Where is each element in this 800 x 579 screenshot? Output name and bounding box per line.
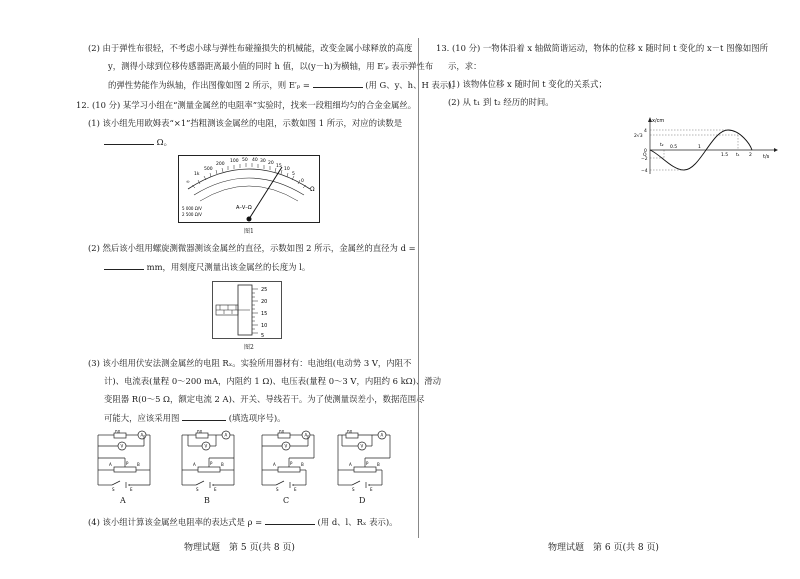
tick-label-5: 50 [242, 158, 248, 163]
q12-part3-line4-text: 可能大，应该采用图 [104, 413, 180, 423]
graph-x-label: t/s [763, 154, 770, 160]
circuit-c-rheostat-b: B [301, 462, 304, 467]
micrometer-tick-20: 20 [261, 299, 268, 305]
x-tick-1-5: 1.5 [721, 153, 729, 158]
tick-label-1: 1k [194, 172, 200, 177]
tick-label-12: 0 [301, 179, 304, 184]
xt-graph [628, 116, 778, 176]
circuit-a-rx-label: Rx [115, 430, 121, 434]
q13-header2: 示，求： [448, 61, 482, 71]
circuit-b-rheostat-p: P [210, 461, 213, 466]
tick-label-3: 200 [216, 162, 225, 167]
circuit-d-ammeter: A [380, 432, 384, 438]
circuit-d-rx-label: Rx [347, 430, 353, 434]
needle-pivot [247, 217, 252, 222]
tick-label-2: 500 [204, 167, 213, 172]
circuit-c-ammeter: A [304, 432, 308, 438]
x-tick-2: 2 [749, 153, 752, 158]
q13-header: 13. (10 分) 一物体沿着 x 轴做简谐运动，物体的位移 x 随时间 t 变化的 x－t 图像如图所 [436, 43, 768, 53]
micrometer-tick-10: 10 [261, 323, 268, 329]
q12-part4-tail: (用 d、l、Rₓ 表示)。 [317, 517, 398, 527]
tick-label-10: 10 [284, 167, 290, 172]
q13-part1: (1) 该物体位移 x 随时间 t 变化的关系式； [448, 79, 607, 89]
y-tick-4: 4 [644, 129, 647, 134]
footer-page-6: 物理试题 第 6 页(共 8 页) [548, 543, 659, 553]
q12-part3-line4-tail: (填选项序号)。 [228, 413, 286, 423]
meter-spec-2: 2 500 Ω/V [182, 212, 202, 217]
circuit-c-rx-label: Rx [279, 430, 285, 434]
circuit-d-switch: S [352, 487, 355, 492]
q12-part3-line1: (3) 该小组用伏安法测金属丝的电阻 Rₓ。实验所用器材有：电池组(电动势 3 V，内阻不 [88, 358, 412, 368]
circuit-d-rheostat-b: B [377, 462, 380, 467]
origin-label: O [643, 153, 647, 158]
circuit-b-rx-label: Rx [197, 430, 203, 434]
circuit-a-ammeter: A [140, 432, 144, 438]
circuit-a-rheostat-a: A [109, 462, 112, 467]
circuit-option-d-label[interactable]: D [359, 496, 366, 505]
q12-part4-text: (4) 该小组计算该金属丝电阻率的表达式是 ρ = [88, 517, 263, 527]
q11-part2-line3-tail: (用 G、y、h、H 表示)。 [365, 80, 460, 90]
fig1-caption: 图1 [244, 228, 254, 235]
footer-page-5: 物理试题 第 5 页(共 8 页) [184, 543, 295, 553]
y-tick-0: 0 [644, 149, 647, 154]
circuit-d-voltmeter: V [360, 443, 364, 449]
circuit-c-rheostat-p: P [290, 461, 293, 466]
answer-blank-ohm[interactable] [104, 135, 154, 145]
tick-label-0: ∞ [186, 180, 190, 185]
tick-label-9: 15 [276, 164, 282, 169]
answer-blank-diameter[interactable] [104, 260, 144, 270]
circuit-b-voltmeter: V [204, 443, 208, 449]
circuit-option-d [332, 430, 394, 492]
micrometer-tick-25: 25 [261, 287, 268, 293]
multimeter-figure [178, 155, 320, 223]
circuit-d-rheostat-a: A [349, 462, 352, 467]
circuit-b-rheostat-b: B [221, 462, 224, 467]
micrometer-figure [212, 281, 282, 339]
q12-part3-line3: 变阻器 R(0～5 Ω，额定电流 2 A)、开关、导线若干。为了使测量误差小，数据范围尽 [104, 394, 425, 404]
circuit-a-voltmeter: V [120, 443, 124, 449]
q11-part2-line3-text: 的弹性势能作为纵轴，作出图像如图 2 所示，则 E′ₚ = [108, 80, 310, 90]
tick-label-7: 30 [260, 159, 266, 164]
q12-part1-line1: (1) 该小组先用欧姆表“×1”挡粗测该金属丝的电阻，示数如图 1 所示，对应的读数是 [88, 118, 403, 128]
circuit-option-c [256, 430, 318, 492]
circuit-d-battery: E [370, 487, 373, 492]
circuit-c-rheostat-a: A [273, 462, 276, 467]
circuit-b-ammeter: A [224, 432, 228, 438]
circuit-b-switch: S [196, 487, 199, 492]
tick-label-6: 40 [252, 158, 258, 163]
circuit-a-battery: E [130, 487, 133, 492]
circuit-c-switch: S [276, 487, 279, 492]
x-tick-0-5: 0.5 [670, 145, 678, 150]
q11-part2-line1: (2) 由于弹性布很轻，不考虑小球与弹性布碰撞损失的机械能，改变金属小球释放的高度 [88, 43, 413, 53]
answer-blank-ep[interactable] [313, 78, 363, 88]
t2-label: t₂ [660, 143, 664, 148]
q12-part3-line2: 计)、电流表(量程 0～200 mA，内阻约 1 Ω)、电压表(量程 0～3 V，内阻约 6 kΩ)、滑动 [104, 376, 442, 386]
q12-part2-line2 [104, 260, 310, 273]
circuit-option-a-label[interactable]: A [120, 496, 126, 505]
circuit-a-rheostat-b: B [137, 462, 140, 467]
y-tick-neg2: −2 [641, 157, 648, 162]
q12-part2-line1: (2) 然后该小组用螺旋测微器测该金属丝的直径，示数如图 2 所示，金属丝的直径为 d = [88, 243, 416, 253]
circuit-a-switch: S [112, 487, 115, 492]
meter-spec-1: 5 000 Ω/V [182, 206, 202, 211]
circuit-c-voltmeter: V [284, 443, 288, 449]
tick-label-8: 20 [268, 161, 274, 166]
circuit-d-rheostat-p: P [366, 461, 369, 466]
q11-part2-line2: y，测得小球到位移传感器距离最小值的同时 h 值，以(y－h)为横轴，用 E′ₚ 表示弹性布 [108, 61, 434, 71]
micrometer-tick-15: 15 [261, 311, 268, 317]
right-page [400, 0, 800, 579]
x-tick-1: 1 [698, 145, 701, 150]
q12-part1-unit: Ω。 [156, 137, 172, 147]
circuit-c-battery: E [294, 487, 297, 492]
circuit-b-rheostat-a: A [193, 462, 196, 467]
x-tick-t1: t₁ [736, 153, 740, 158]
tick-label-4: 100 [230, 159, 239, 164]
circuit-b-battery: E [214, 487, 217, 492]
y-tick-neg4: −4 [641, 169, 648, 174]
circuit-option-a [92, 430, 154, 492]
meter-unit-label: A–V–Ω [236, 205, 252, 211]
micrometer-tick-5: 5 [261, 333, 265, 339]
t-axis-arrow [774, 148, 778, 152]
circuit-option-b [176, 430, 238, 492]
answer-blank-circuit[interactable] [182, 411, 226, 421]
graph-y-label: x/cm [652, 118, 665, 124]
q13-part2: (2) 从 t₁ 到 t₂ 经历的时间。 [448, 97, 554, 107]
q12-part3-line4 [104, 411, 286, 424]
y-tick-2root3: 2√3 [634, 134, 643, 139]
fig2-caption: 图2 [244, 344, 254, 351]
q12-part1-line2 [104, 135, 172, 148]
answer-blank-rho[interactable] [265, 515, 315, 525]
meter-omega-symbol: Ω [310, 186, 315, 193]
circuit-option-b-label[interactable]: B [204, 496, 210, 505]
q12-part4-line1 [88, 515, 398, 528]
q12-part2-line2-tail: mm，用刻度尺测量出该金属丝的长度为 l。 [146, 262, 311, 272]
tick-label-11: 5 [292, 172, 295, 177]
circuit-option-c-label[interactable]: C [283, 496, 290, 505]
circuit-a-rheostat-p: P [126, 461, 129, 466]
q12-header: 12. (10 分) 某学习小组在“测量金属丝的电阻率”实验时，找来一段粗细均匀的合金金属丝。 [76, 100, 417, 110]
